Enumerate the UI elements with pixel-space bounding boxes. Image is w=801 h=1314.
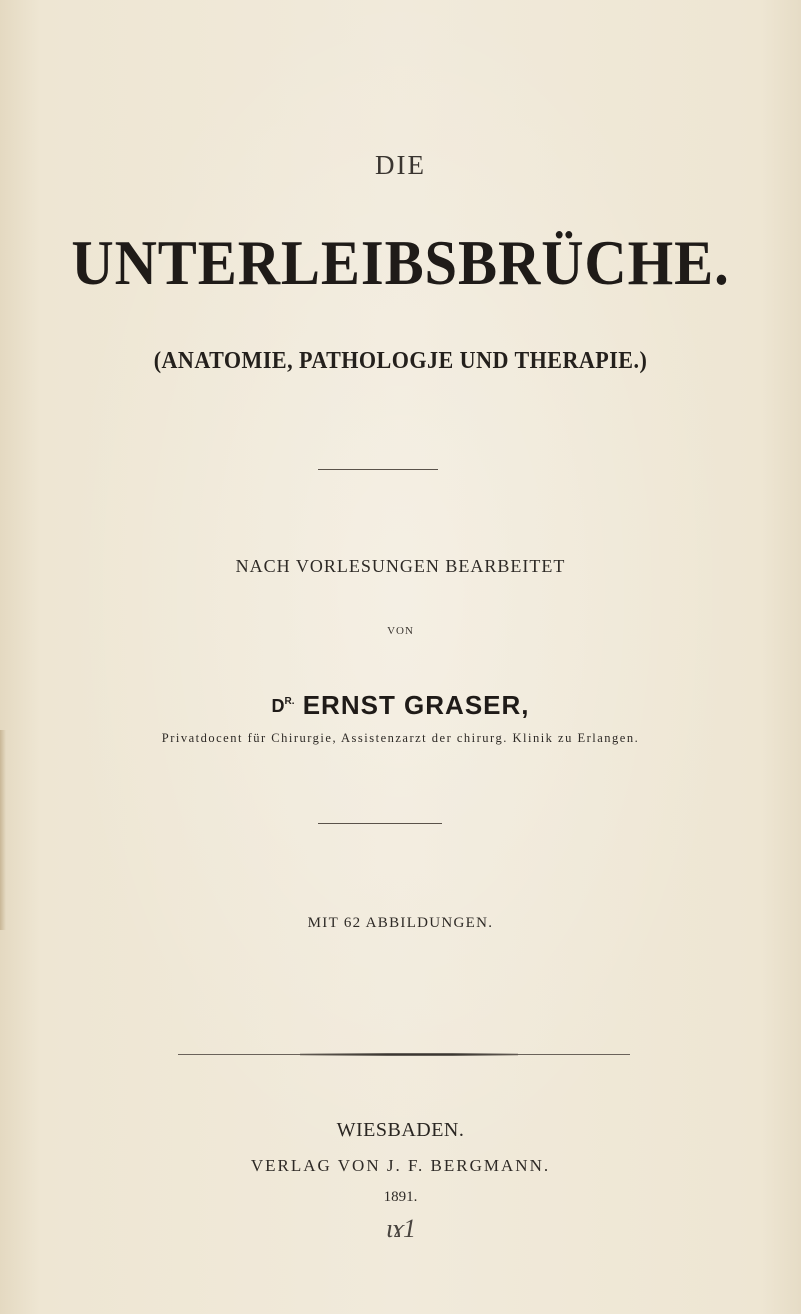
pre-title: DIE <box>375 150 426 180</box>
author-name-line <box>0 690 801 721</box>
book-title: UNTERLEIBSBRÜCHE. <box>71 227 730 298</box>
book-subtitle: (ANATOMIE, PATHOLOGJE UND THERAPIE.) <box>153 348 648 374</box>
divider-rule-2 <box>318 823 442 824</box>
divider-rule-3-swell <box>300 1053 518 1056</box>
author-name: ERNST GRASER, <box>302 690 530 720</box>
author-title-prefix: D <box>271 696 285 716</box>
illustrations-note: MIT 62 ABBILDUNGEN. <box>307 915 494 931</box>
author-title-suffix: R. <box>284 696 295 707</box>
page-edge-stain <box>0 730 6 930</box>
imprint-publisher: VERLAG VON J. F. BERGMANN. <box>250 1156 551 1175</box>
divider-rule-1 <box>318 469 438 470</box>
imprint-city: WIESBADEN. <box>336 1119 465 1141</box>
credit-line: NACH VORLESUNGEN BEARBEITET <box>235 556 566 576</box>
author-affiliation: Privatdocent für Chirurgie, Assistenzarzt der chirurg. Klinik zu Erlangen. <box>161 731 640 745</box>
imprint-year: 1891. <box>383 1189 418 1205</box>
handwritten-shelfmark: ɩɤ1 <box>385 1214 416 1243</box>
von-label: VON <box>387 625 414 637</box>
